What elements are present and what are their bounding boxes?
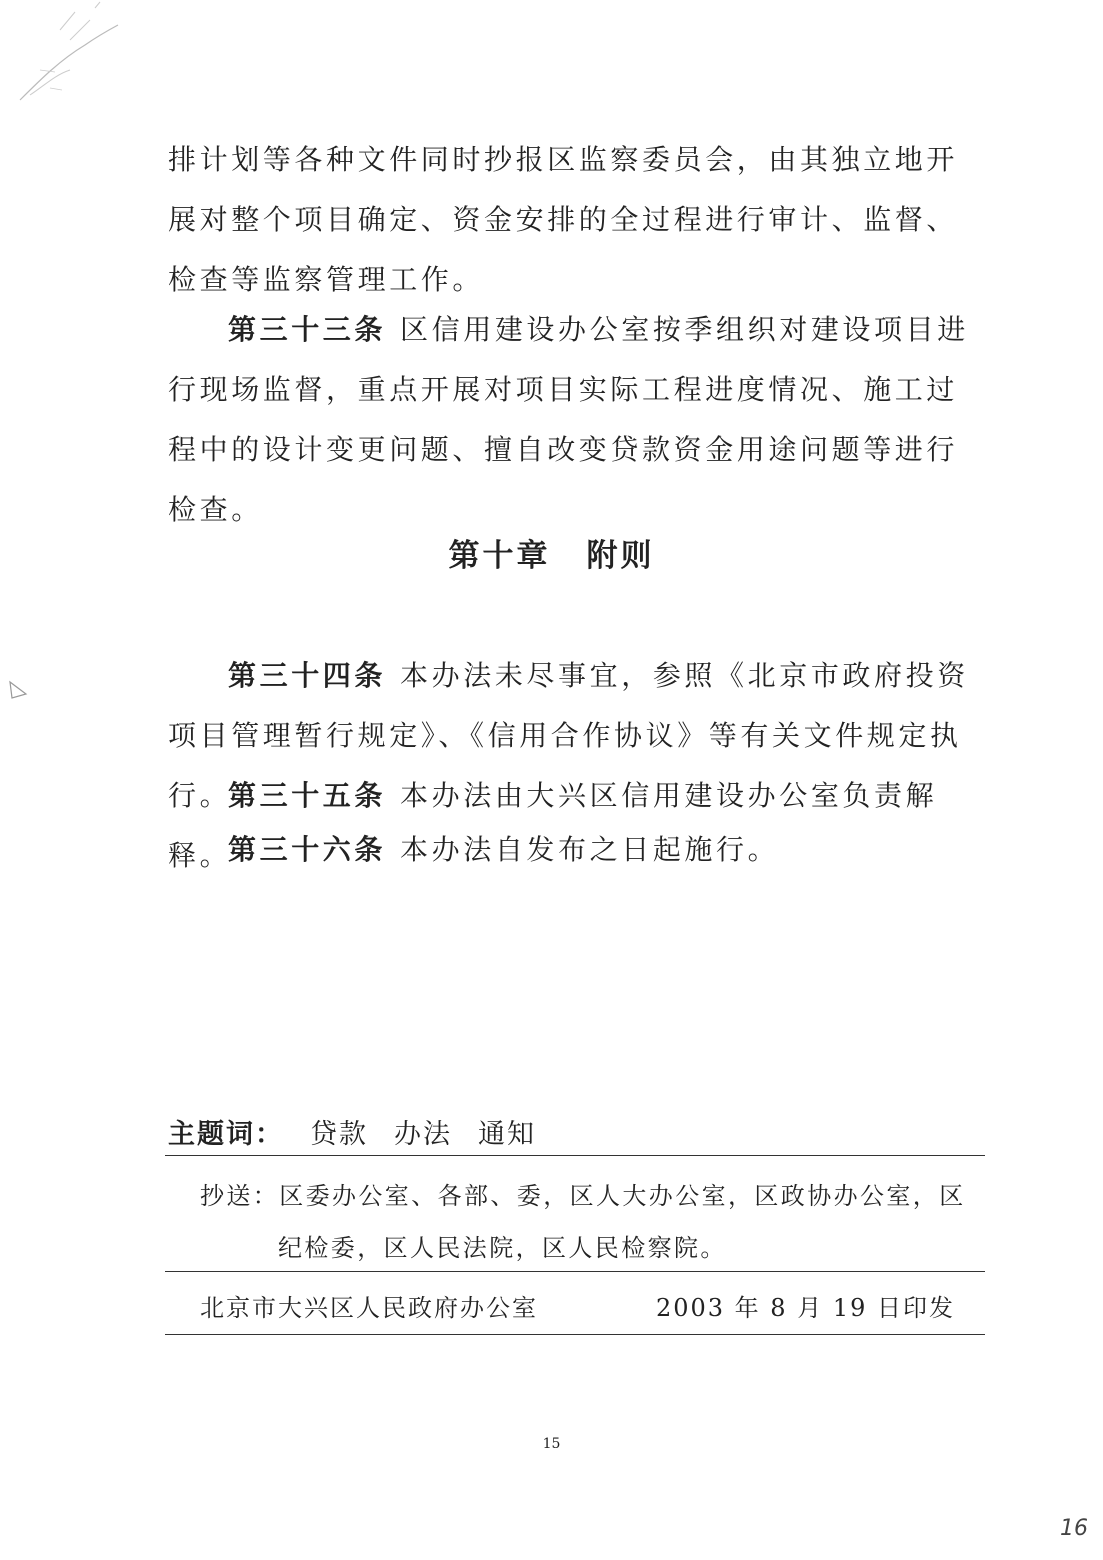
article-34-number: 第三十四条 xyxy=(228,659,387,692)
article-33-text: 区信用建设办公室按季组织对建设项目进行现场监督，重点开展对项目实际工程进度情况、施工过程中的设计变更问题、擅自改变贷款资金用途问题等进行检查。 xyxy=(168,313,969,526)
handwritten-page-number: 16 xyxy=(1060,1516,1088,1541)
keyword-item: 通知 xyxy=(478,1119,536,1150)
issue-date: 2003 年 8 月 19 日印发 xyxy=(655,1294,955,1322)
article-36 xyxy=(168,820,988,880)
chapter-number: 第十章 xyxy=(448,538,551,574)
divider-line xyxy=(165,1155,985,1156)
keyword-item: 贷款 xyxy=(310,1119,368,1150)
article-35-number: 第三十五条 xyxy=(228,779,387,812)
article-36-number: 第三十六条 xyxy=(228,833,387,866)
article-33-number: 第三十三条 xyxy=(228,313,387,346)
margin-arrow-icon xyxy=(8,680,28,702)
article-33 xyxy=(168,300,988,540)
article-35-text: 本办法由大兴区信用建设办公室负责解释。 xyxy=(168,779,938,872)
paragraph-continued: 排计划等各种文件同时抄报区监察委员会，由其独立地开展对整个项目确定、资金安排的全过程进行审计、监督、检查等监察管理工作。 xyxy=(168,143,959,296)
subject-keywords xyxy=(168,1112,536,1151)
chapter-heading xyxy=(0,530,1103,575)
keyword-item: 办法 xyxy=(394,1119,452,1150)
article-34-text: 本办法未尽事宜，参照《北京市政府投资项目管理暂行规定》、《信用合作协议》等有关文件规定执行。 xyxy=(168,659,969,812)
divider-line xyxy=(165,1271,985,1272)
page-number: 15 xyxy=(542,1436,561,1452)
scan-artifact-mark xyxy=(0,0,130,110)
cc-list xyxy=(200,1170,970,1274)
divider-line xyxy=(165,1334,985,1335)
article-36-text: 本办法自发布之日起施行。 xyxy=(400,833,780,866)
chapter-title: 附则 xyxy=(586,538,655,574)
cc-line-1: 抄送：区委办公室、各部、委，区人大办公室，区政协办公室，区 xyxy=(200,1182,966,1210)
keywords-label: 主题词： xyxy=(168,1119,284,1150)
cc-line-2: 纪检委，区人民法院，区人民检察院。 xyxy=(278,1234,727,1262)
issuing-office: 北京市大兴区人民政府办公室 xyxy=(200,1294,538,1322)
